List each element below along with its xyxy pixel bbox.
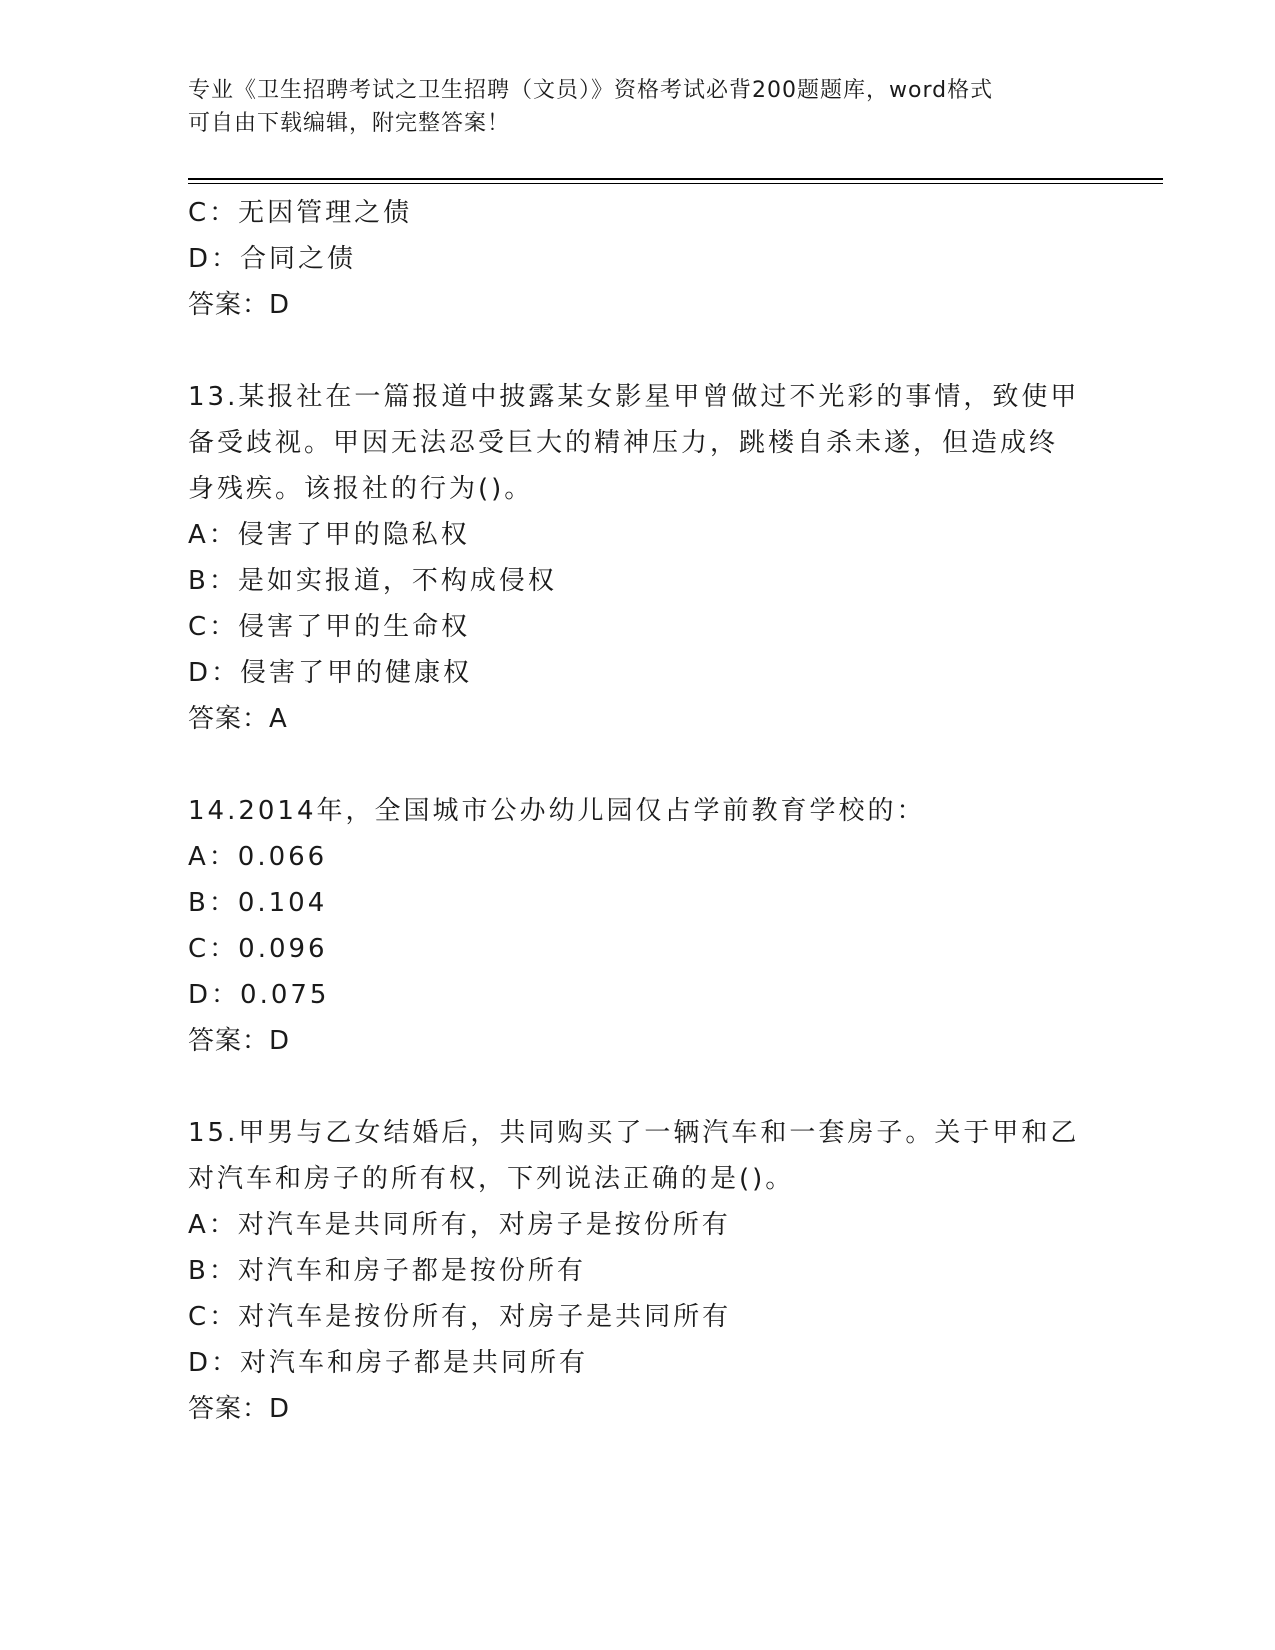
header-line-1: 专业《卫生招聘考试之卫生招聘（文员）》资格考试必背200题题库，word格式 [188, 78, 994, 103]
answer-line: 答案：D [188, 1394, 291, 1424]
question-stem-line: 身残疾。该报社的行为()。 [188, 474, 534, 504]
option-c: C：无因管理之债 [188, 198, 413, 228]
option-a: A：对汽车是共同所有，对房子是按份所有 [188, 1210, 731, 1240]
option-b: B：0.104 [188, 888, 328, 918]
option-d: D：合同之债 [188, 244, 357, 274]
question-stem-line: 对汽车和房子的所有权，下列说法正确的是()。 [188, 1164, 795, 1194]
option-d: D：对汽车和房子都是共同所有 [188, 1348, 589, 1378]
option-a: A：0.066 [188, 842, 328, 872]
header-line-2: 可自由下载编辑，附完整答案！ [188, 111, 511, 136]
option-a: A：侵害了甲的隐私权 [188, 520, 470, 550]
option-c: C：对汽车是按份所有，对房子是共同所有 [188, 1302, 732, 1332]
question-stem-line: 14.2014年，全国城市公办幼儿园仅占学前教育学校的： [188, 796, 926, 826]
answer-line: 答案：D [188, 290, 291, 320]
option-c: C：0.096 [188, 934, 328, 964]
option-d: D：0.075 [188, 980, 330, 1010]
question-stem-line: 备受歧视。甲因无法忍受巨大的精神压力，跳楼自杀未遂，但造成终 [188, 428, 1059, 458]
spacer [188, 742, 1088, 788]
header-divider-thick [188, 178, 1163, 180]
question-stem-line: 15.甲男与乙女结婚后，共同购买了一辆汽车和一套房子。关于甲和乙 [188, 1118, 1080, 1148]
option-c: C：侵害了甲的生命权 [188, 612, 471, 642]
question-list [188, 190, 1088, 1432]
option-b: B：是如实报道，不构成侵权 [188, 566, 557, 596]
answer-line: 答案：D [188, 1026, 291, 1056]
spacer [188, 328, 1088, 374]
question-13 [188, 374, 1088, 742]
question-14 [188, 788, 1088, 1064]
question-stem-line: 13.某报社在一篇报道中披露某女影星甲曾做过不光彩的事情，致使甲 [188, 382, 1080, 412]
header-divider-thin [188, 183, 1163, 184]
spacer [188, 1064, 1088, 1110]
answer-line: 答案：A [188, 704, 288, 734]
option-b: B：对汽车和房子都是按份所有 [188, 1256, 586, 1286]
question-12-continued [188, 190, 1088, 328]
document-header [188, 74, 1088, 140]
option-d: D：侵害了甲的健康权 [188, 658, 473, 688]
question-15 [188, 1110, 1088, 1432]
